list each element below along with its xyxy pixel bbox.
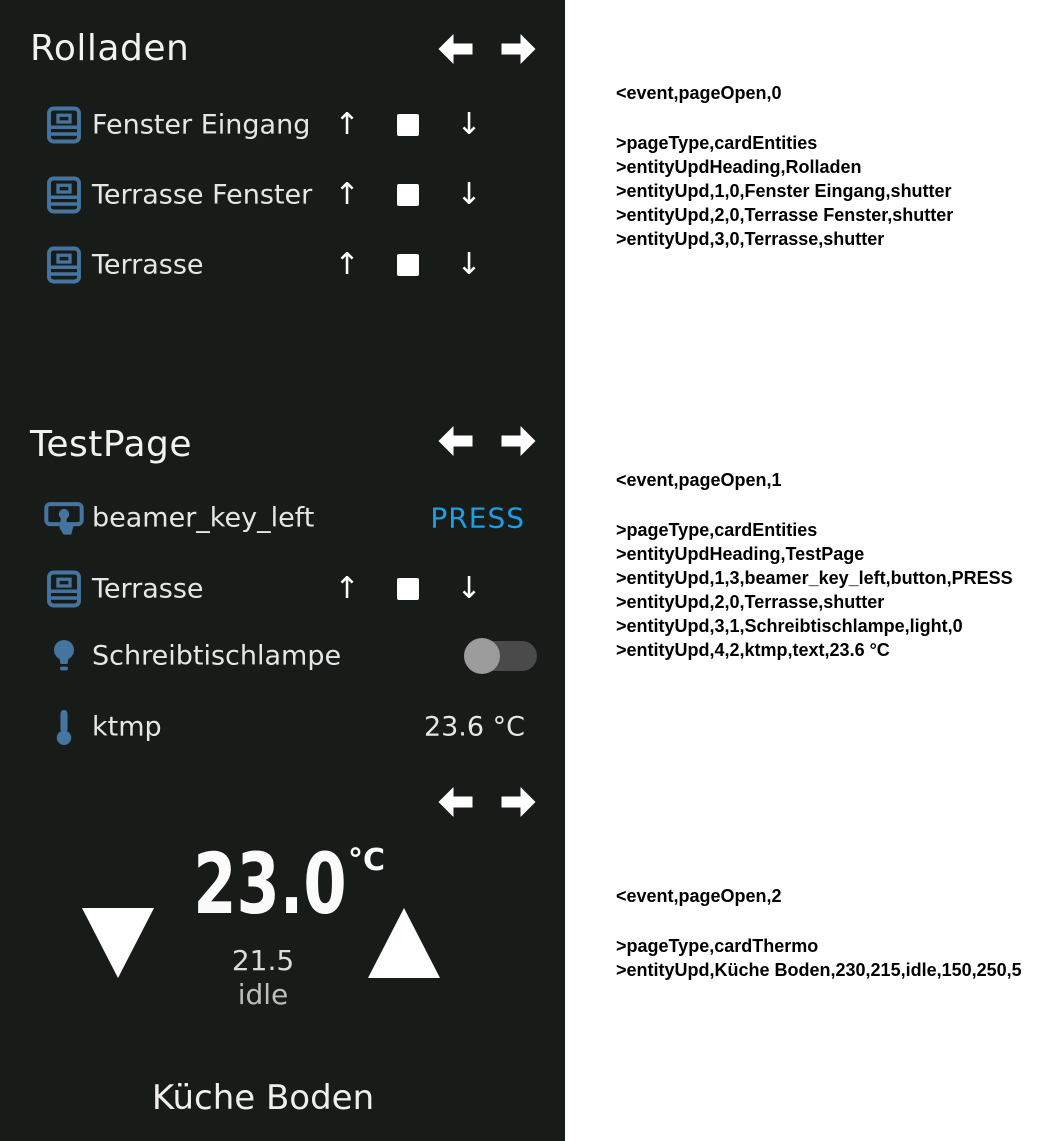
shutter-icon [44,568,84,610]
entity-label: Fenster Eingang [92,109,311,141]
shutter-up-button[interactable]: ↑ [329,567,365,611]
arrow-right-icon [501,425,536,457]
page-title: TestPage [30,424,193,465]
hvac-state: idle [237,978,289,1011]
shutter-down-button[interactable]: ↓ [451,243,487,287]
protocol-line: >entityUpd,3,0,Terrasse,shutter [616,229,885,249]
thermostat-title: Küche Boden [151,1078,375,1118]
protocol-line: >entityUpd,1,0,Fenster Eingang,shutter [616,181,952,201]
shutter-down-button[interactable]: ↓ [451,173,487,217]
shutter-up-button[interactable]: ↑ [329,173,365,217]
annotation-block-page2 [616,884,1041,982]
entity-row [0,496,565,540]
entity-label: Terrasse [92,573,204,605]
entity-label: Schreibtischlampe [92,640,342,672]
card-thermo-kueche-boden [0,770,565,1141]
protocol-line: >pageType,cardEntities [616,133,818,153]
nav-next-button[interactable] [501,786,536,818]
temperature-value: 23.6 °C [423,711,525,743]
shutter-down-button[interactable]: ↓ [451,103,487,147]
annotation-block-page0 [616,81,1041,251]
thermometer-icon [44,706,84,748]
nav-prev-button[interactable] [438,33,473,65]
entity-row [0,705,565,749]
stop-square-icon [397,254,419,276]
protocol-line: >entityUpd,1,3,beamer_key_left,button,PRESS [616,568,1013,588]
shutter-stop-button[interactable] [390,243,426,287]
entity-label: beamer_key_left [92,502,315,534]
protocol-line: >pageType,cardEntities [616,520,818,540]
nav-prev-button[interactable] [438,425,473,457]
protocol-line: >pageType,cardThermo [616,936,819,956]
arrow-left-icon [438,786,473,818]
shutter-icon [44,174,84,216]
setpoint-temperature: 21.5 [231,944,295,977]
entity-label: Terrasse [92,249,204,281]
arrow-left-icon [438,33,473,65]
stop-square-icon [397,114,419,136]
card-entities-rolladen [0,0,565,400]
protocol-line: >entityUpd,2,0,Terrasse,shutter [616,592,885,612]
entity-label: ktmp [92,711,162,743]
card-entities-testpage [0,400,565,770]
arrow-left-icon [438,425,473,457]
shutter-stop-button[interactable] [390,103,426,147]
toggle-knob [464,638,500,674]
temperature-unit: °C [348,843,386,878]
entity-row [0,634,565,678]
annotation-block-page1 [616,468,1041,662]
nav-prev-button[interactable] [438,786,473,818]
shutter-stop-button[interactable] [390,173,426,217]
entity-row [0,103,565,147]
arrow-right-icon [501,786,536,818]
stop-square-icon [397,578,419,600]
entity-row [0,567,565,611]
entity-row [0,243,565,287]
shutter-up-button[interactable]: ↑ [329,243,365,287]
gesture-tap-button-icon [44,497,84,539]
arrow-right-icon [501,33,536,65]
press-button[interactable]: PRESS [430,501,525,535]
shutter-icon [44,244,84,286]
event-line: <event,pageOpen,2 [616,886,782,906]
lightbulb-icon [44,635,84,677]
shutter-icon [44,104,84,146]
stop-square-icon [397,184,419,206]
protocol-line: >entityUpdHeading,TestPage [616,544,865,564]
shutter-down-button[interactable]: ↓ [451,567,487,611]
protocol-line: >entityUpd,4,2,ktmp,text,23.6 °C [616,640,890,660]
shutter-stop-button[interactable] [390,567,426,611]
page-title: Rolladen [30,28,190,69]
event-line: <event,pageOpen,1 [616,470,782,490]
protocol-line: >entityUpd,Küche Boden,230,215,idle,150,250,5 [616,960,1022,980]
light-toggle-switch[interactable] [467,641,537,671]
event-line: <event,pageOpen,0 [616,83,782,103]
protocol-line: >entityUpd,2,0,Terrasse Fenster,shutter [616,205,954,225]
protocol-line: >entityUpd,3,1,Schreibtischlampe,light,0 [616,616,963,636]
entity-row [0,173,565,217]
nav-next-button[interactable] [501,33,536,65]
protocol-line: >entityUpdHeading,Rolladen [616,157,862,177]
current-temperature: 23.0 [193,835,347,933]
shutter-up-button[interactable]: ↑ [329,103,365,147]
nav-next-button[interactable] [501,425,536,457]
entity-label: Terrasse Fenster [92,179,313,211]
